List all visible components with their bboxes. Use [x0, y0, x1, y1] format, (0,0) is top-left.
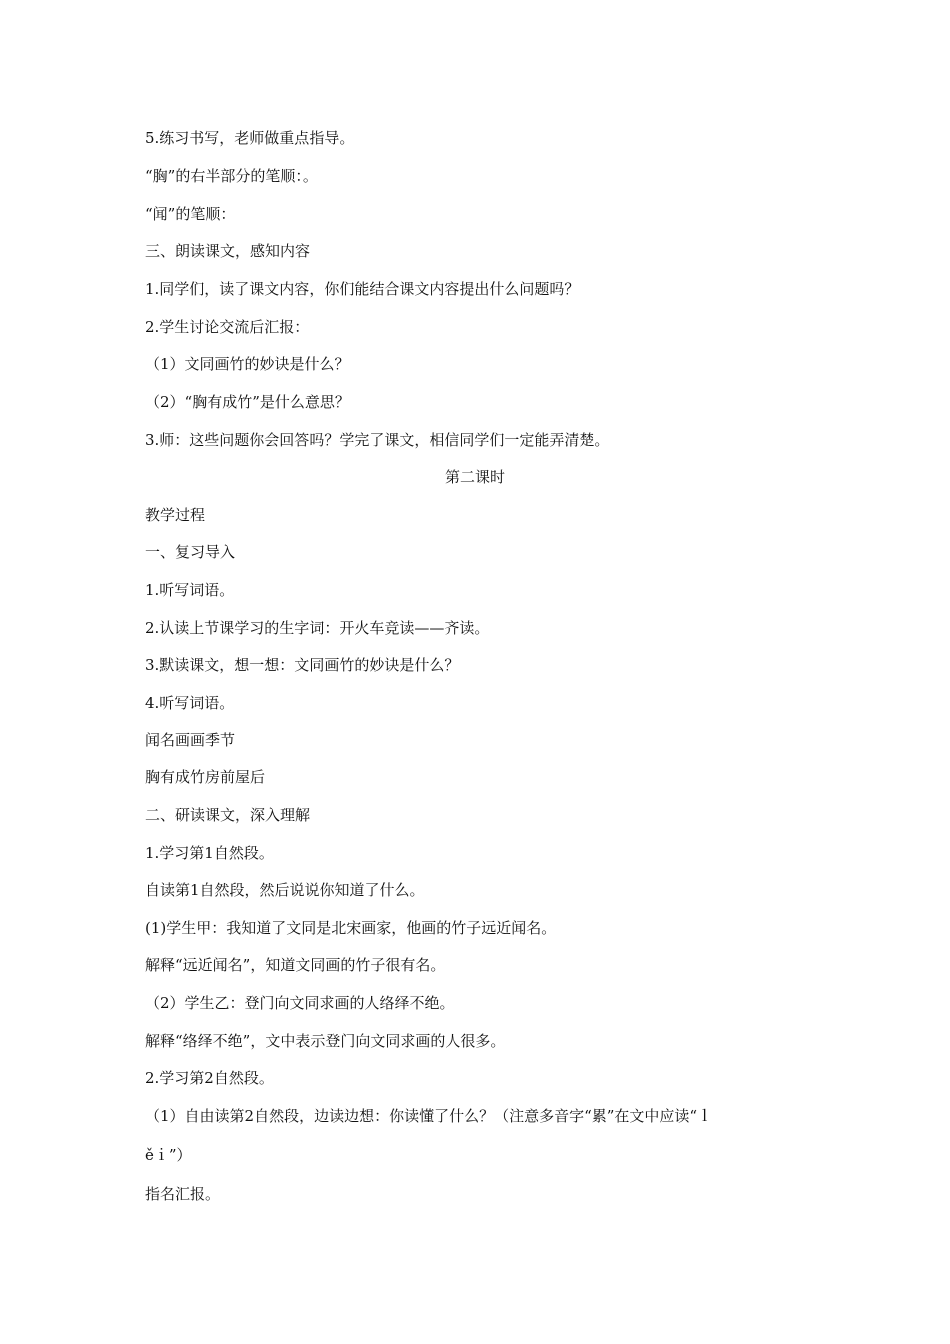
text-line: （2）学生乙：登门向文同求画的人络绎不绝。 [145, 994, 455, 1012]
text-line: 3.默读课文，想一想：文同画竹的妙诀是什么？ [145, 656, 460, 674]
text-line: （2）“胸有成竹”是什么意思？ [145, 393, 350, 411]
text-line: (1)学生甲：我知道了文同是北宋画家，他画的竹子远近闻名。 [145, 919, 557, 937]
text-line: 闻名画画季节 [145, 731, 236, 749]
text-line: 1.学习第1自然段。 [145, 844, 274, 862]
text-line: 解释“远近闻名”，知道文同画的竹子很有名。 [145, 956, 446, 974]
text-line: 5.练习书写，老师做重点指导。 [145, 129, 355, 147]
text-line: 2.学习第2自然段。 [145, 1069, 274, 1087]
lesson-heading: 第二课时 [444, 468, 505, 486]
text-line: ěｉ”） [145, 1146, 192, 1164]
section-heading: 教学过程 [145, 506, 206, 524]
text-line: 胸有成竹房前屋后 [145, 768, 266, 786]
text-line: “闻”的笔顺： [145, 205, 236, 223]
text-line: 指名汇报。 [145, 1185, 221, 1203]
text-line: 2.认读上节课学习的生字词：开火车竞读——齐读。 [145, 619, 490, 637]
text-line: 4.听写词语。 [145, 694, 235, 712]
text-line: 自读第1自然段，然后说说你知道了什么。 [145, 881, 425, 899]
text-line: （1）自由读第2自然段，边读边想：你读懂了什么？（注意多音字“累”在文中应读“ｌ [145, 1107, 713, 1125]
text-line: 1.同学们，读了课文内容，你们能结合课文内容提出什么问题吗？ [145, 280, 580, 298]
text-line: 解释“络绎不绝”，文中表示登门向文同求画的人很多。 [145, 1032, 506, 1050]
text-line: 2.学生讨论交流后汇报： [145, 318, 310, 336]
text-line: （1）文同画竹的妙诀是什么？ [145, 355, 350, 373]
text-line: “胸”的右半部分的笔顺：。 [145, 167, 318, 185]
section-heading: 二、研读课文，深入理解 [145, 806, 311, 824]
text-line: 1.听写词语。 [145, 581, 235, 599]
section-heading: 一、复习导入 [145, 543, 236, 561]
section-heading: 三、朗读课文，感知内容 [145, 242, 311, 260]
text-line: 3.师：这些问题你会回答吗？学完了课文，相信同学们一定能弄清楚。 [145, 431, 610, 449]
